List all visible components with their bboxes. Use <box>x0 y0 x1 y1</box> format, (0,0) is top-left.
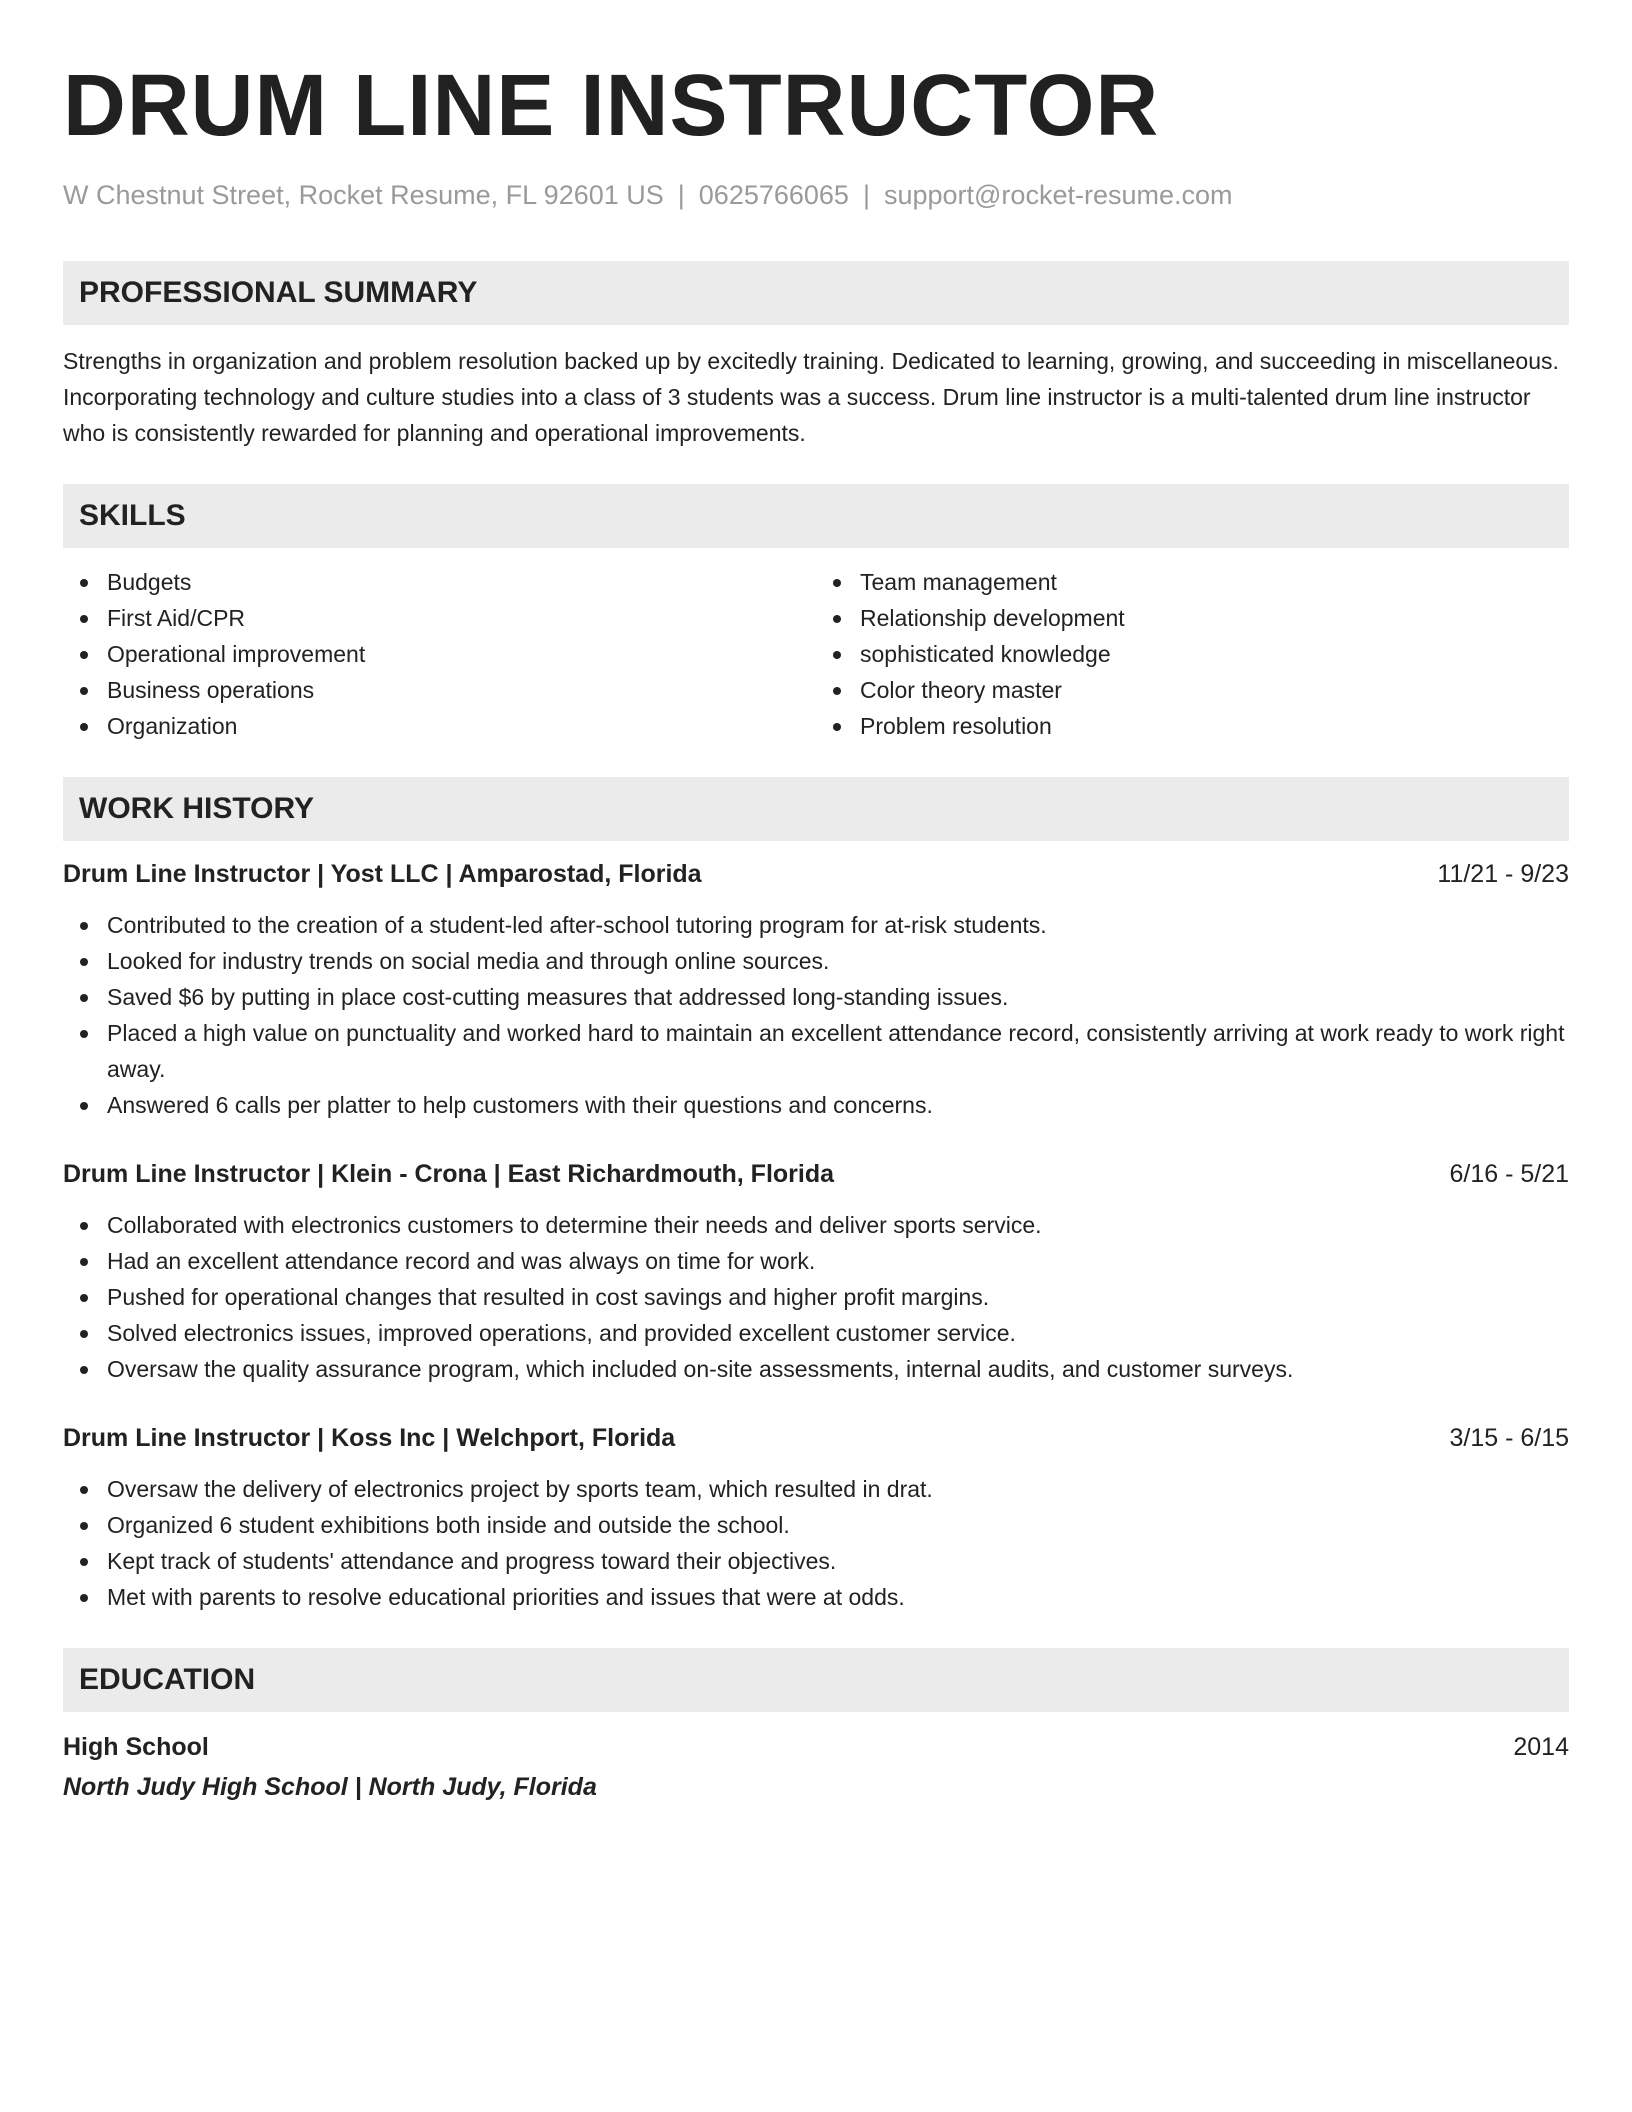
education-year: 2014 <box>1513 1733 1569 1762</box>
skills-column-left <box>63 564 816 744</box>
job-header <box>63 857 1569 891</box>
job-title: Drum Line Instructor | Yost LLC | Amparostad, Florida <box>63 860 702 889</box>
skill-item: Budgets <box>63 564 816 600</box>
contact-address: W Chestnut Street, Rocket Resume, FL 92601 US <box>63 180 664 210</box>
job-header <box>63 1421 1569 1455</box>
contact-separator: | <box>677 180 685 210</box>
job-bullet: Solved electronics issues, improved operations, and provided excellent customer service. <box>63 1315 1569 1351</box>
job-bullets <box>63 907 1569 1123</box>
job-bullet: Kept track of students' attendance and progress toward their objectives. <box>63 1543 1569 1579</box>
job-bullet: Looked for industry trends on social media and through online sources. <box>63 943 1569 979</box>
job-bullet: Answered 6 calls per platter to help customers with their questions and concerns. <box>63 1087 1569 1123</box>
job-bullet: Met with parents to resolve educational priorities and issues that were at odds. <box>63 1579 1569 1615</box>
summary-text: Strengths in organization and problem resolution backed up by excitedly training. Dedicated to learning, growing, and succeeding in miscellaneous. Incorporating technology and culture studies into a class of 3 students was a success. Drum line instructor is a multi-talented drum line instructor who is consistently rewarded for planning and operational improvements. <box>63 348 1559 447</box>
skill-item: Business operations <box>63 672 816 708</box>
job-title: Drum Line Instructor | Koss Inc | Welchport, Florida <box>63 1424 676 1453</box>
section-title: EDUCATION <box>79 1663 256 1697</box>
skills-list-left <box>63 564 816 744</box>
education-degree: High School <box>63 1733 209 1762</box>
job-header <box>63 1157 1569 1191</box>
job-bullets <box>63 1207 1569 1387</box>
job-bullet: Pushed for operational changes that resulted in cost savings and higher profit margins. <box>63 1279 1569 1315</box>
contact-line <box>63 179 1569 211</box>
section-title: SKILLS <box>79 499 186 533</box>
job-dates: 3/15 - 6/15 <box>1449 1424 1569 1453</box>
skill-item: Problem resolution <box>816 708 1569 744</box>
skill-item: Team management <box>816 564 1569 600</box>
skill-item: Operational improvement <box>63 636 816 672</box>
job-bullet: Collaborated with electronics customers to determine their needs and deliver sports service. <box>63 1207 1569 1243</box>
skill-item: First Aid/CPR <box>63 600 816 636</box>
job-bullet: Placed a high value on punctuality and worked hard to maintain an excellent attendance record, consistently arriving at work ready to work right away. <box>63 1015 1569 1087</box>
job-entry <box>63 857 1569 1123</box>
contact-separator: | <box>862 180 870 210</box>
job-dates: 6/16 - 5/21 <box>1449 1160 1569 1189</box>
job-bullets <box>63 1471 1569 1615</box>
section-title: PROFESSIONAL SUMMARY <box>79 276 478 310</box>
job-title: Drum Line Instructor | Klein - Crona | East Richardmouth, Florida <box>63 1160 835 1189</box>
education-school: North Judy High School | North Judy, Florida <box>63 1773 597 1802</box>
section-title: WORK HISTORY <box>79 792 315 826</box>
contact-phone: 0625766065 <box>698 180 849 210</box>
job-bullet: Had an excellent attendance record and was always on time for work. <box>63 1243 1569 1279</box>
skill-item: Relationship development <box>816 600 1569 636</box>
job-bullet: Contributed to the creation of a student-led after-school tutoring program for at-risk students. <box>63 907 1569 943</box>
job-bullet: Organized 6 student exhibitions both inside and outside the school. <box>63 1507 1569 1543</box>
job-bullet: Saved $6 by putting in place cost-cutting measures that addressed long-standing issues. <box>63 979 1569 1015</box>
skills-grid <box>63 564 1569 744</box>
skill-item: sophisticated knowledge <box>816 636 1569 672</box>
job-dates: 11/21 - 9/23 <box>1437 860 1569 889</box>
section-header-work-history <box>63 777 1569 841</box>
skill-item: Organization <box>63 708 816 744</box>
skill-item: Color theory master <box>816 672 1569 708</box>
job-entry <box>63 1157 1569 1387</box>
resume-name: DRUM LINE INSTRUCTOR <box>63 57 1160 154</box>
skills-column-right <box>816 564 1569 744</box>
job-entry <box>63 1421 1569 1615</box>
education-header <box>63 1730 1569 1764</box>
job-bullet: Oversaw the delivery of electronics project by sports team, which resulted in drat. <box>63 1471 1569 1507</box>
skills-list-right <box>816 564 1569 744</box>
section-header-education <box>63 1648 1569 1712</box>
section-header-skills <box>63 484 1569 548</box>
job-bullet: Oversaw the quality assurance program, which included on-site assessments, internal audits, and customer surveys. <box>63 1351 1569 1387</box>
section-header-summary <box>63 261 1569 325</box>
contact-email: support@rocket-resume.com <box>883 180 1233 210</box>
